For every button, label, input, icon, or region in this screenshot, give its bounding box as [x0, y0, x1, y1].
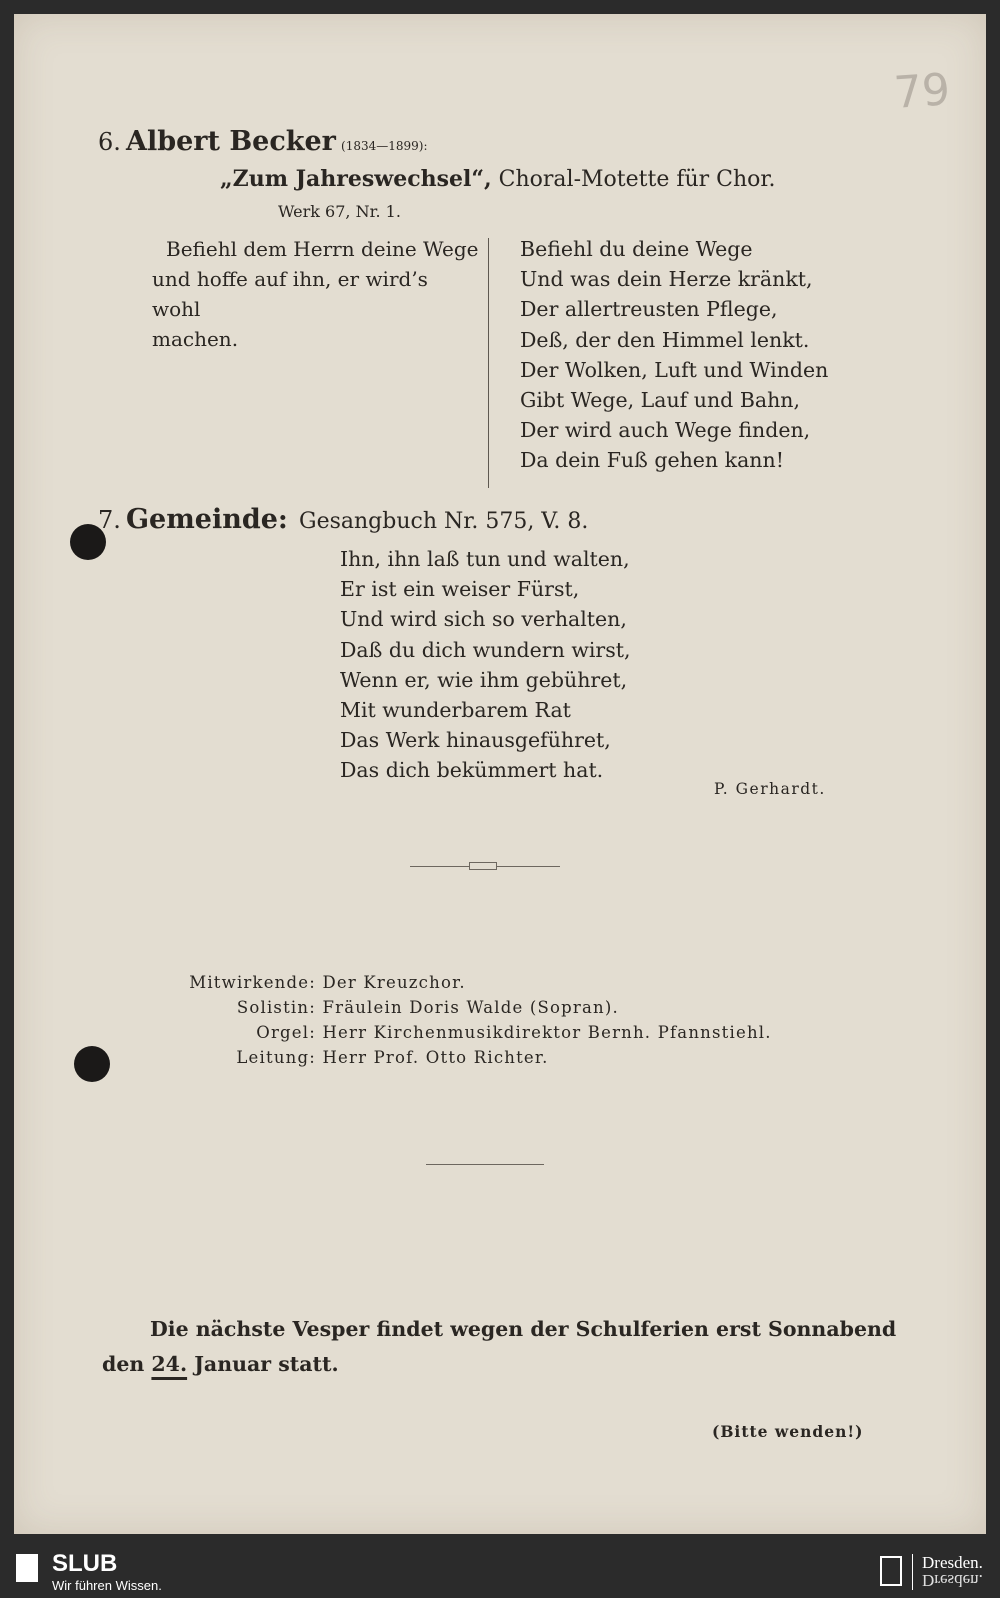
plain-rule	[426, 1164, 544, 1165]
dresden-crest-icon	[880, 1556, 902, 1586]
item6-genre: Choral-Motette für Chor.	[498, 167, 776, 192]
notice-pre: den	[102, 1352, 145, 1376]
footer-bar	[0, 1548, 1000, 1598]
item6-opus: Werk 67, Nr. 1.	[278, 202, 401, 221]
turn-over-note: (Bitte wenden!)	[712, 1422, 864, 1441]
item6-verse	[520, 234, 960, 476]
notice-line1: Die nächste Vesper findet wegen der Schulferien erst Sonnabend	[150, 1317, 897, 1341]
verse-line: Das dich bekümmert hat.	[340, 758, 604, 783]
credit-row	[170, 1020, 890, 1045]
intro-line: machen.	[152, 327, 239, 351]
verse-line: Der allertreusten Pflege,	[520, 297, 778, 322]
verse-line: Der wird auch Wege finden,	[520, 418, 811, 443]
item6-number: 6.	[98, 128, 121, 156]
credit-value: Herr Kirchenmusikdirektor Bernh. Pfannstiehl.	[322, 1023, 772, 1042]
verse-line: Wenn er, wie ihm gebühret,	[340, 667, 628, 692]
verse-line: Und wird sich so verhalten,	[340, 607, 627, 632]
item7-ref: Gesangbuch Nr. 575, V. 8.	[299, 509, 589, 534]
item6-dates: (1834—1899):	[341, 139, 428, 153]
item7-author: P. Gerhardt.	[714, 780, 826, 798]
next-vesper-notice	[102, 1312, 902, 1382]
ornamental-rule-center	[469, 862, 497, 870]
item7-label: Gemeinde:	[126, 504, 288, 535]
notice-line2	[102, 1347, 902, 1382]
credit-row	[170, 1045, 890, 1070]
footer-divider	[912, 1554, 913, 1590]
verse-line: Da dein Fuß gehen kann!	[520, 448, 784, 473]
credit-value: Herr Prof. Otto Richter.	[322, 1048, 549, 1067]
verse-line: Er ist ein weiser Fürst,	[340, 577, 580, 602]
item6-title: „Zum Jahreswechsel“,	[220, 166, 492, 192]
slub-tagline: Wir führen Wissen.	[52, 1578, 162, 1593]
punch-hole	[74, 1046, 110, 1082]
document-page	[14, 14, 986, 1534]
intro-line: und hoffe auf ihn, er wird’s wohl	[152, 267, 428, 321]
credit-label: Orgel:	[256, 1023, 316, 1042]
item7-heading	[98, 504, 588, 535]
column-divider	[488, 238, 489, 488]
dresden-logo-reflection: Dresden.	[922, 1571, 983, 1590]
verse-line: Und was dein Herze kränkt,	[520, 267, 813, 292]
credit-label: Solistin:	[236, 998, 316, 1017]
item6-composer: Albert Becker	[126, 126, 336, 157]
dresden-logo: Dresden.	[922, 1553, 983, 1572]
verse-line: Daß du dich wundern wirst,	[340, 637, 631, 662]
verse-line: Ihn, ihn laß tun und walten,	[340, 547, 630, 571]
credit-row	[170, 995, 890, 1020]
item6-heading	[98, 126, 428, 157]
credit-label: Mitwirkende:	[189, 973, 316, 992]
credit-value: Fräulein Doris Walde (Sopran).	[322, 998, 619, 1017]
item7-number: 7.	[98, 506, 121, 534]
item6-intro	[152, 234, 482, 354]
handwritten-page-number: 79	[892, 64, 952, 119]
credit-value: Der Kreuzchor.	[322, 973, 466, 992]
verse-line: Der Wolken, Luft und Winden	[520, 357, 829, 382]
credit-row	[170, 970, 890, 995]
item6-subtitle	[220, 166, 776, 192]
verse-line: Befiehl du deine Wege	[520, 237, 753, 261]
slub-logo-icon	[16, 1554, 38, 1582]
intro-line: Befiehl dem Herrn deine Wege	[166, 237, 479, 261]
credit-label: Leitung:	[236, 1048, 316, 1067]
verse-line: Gibt Wege, Lauf und Bahn,	[520, 388, 801, 413]
item7-verse	[340, 544, 740, 786]
notice-post: Januar statt.	[194, 1352, 339, 1376]
slub-brand: SLUB	[52, 1550, 118, 1577]
credits	[170, 970, 890, 1070]
notice-date: 24.	[151, 1352, 188, 1376]
verse-line: Mit wunderbarem Rat	[340, 698, 571, 723]
verse-line: Das Werk hinausgeführet,	[340, 728, 611, 753]
verse-line: Deß, der den Himmel lenkt.	[520, 327, 810, 352]
